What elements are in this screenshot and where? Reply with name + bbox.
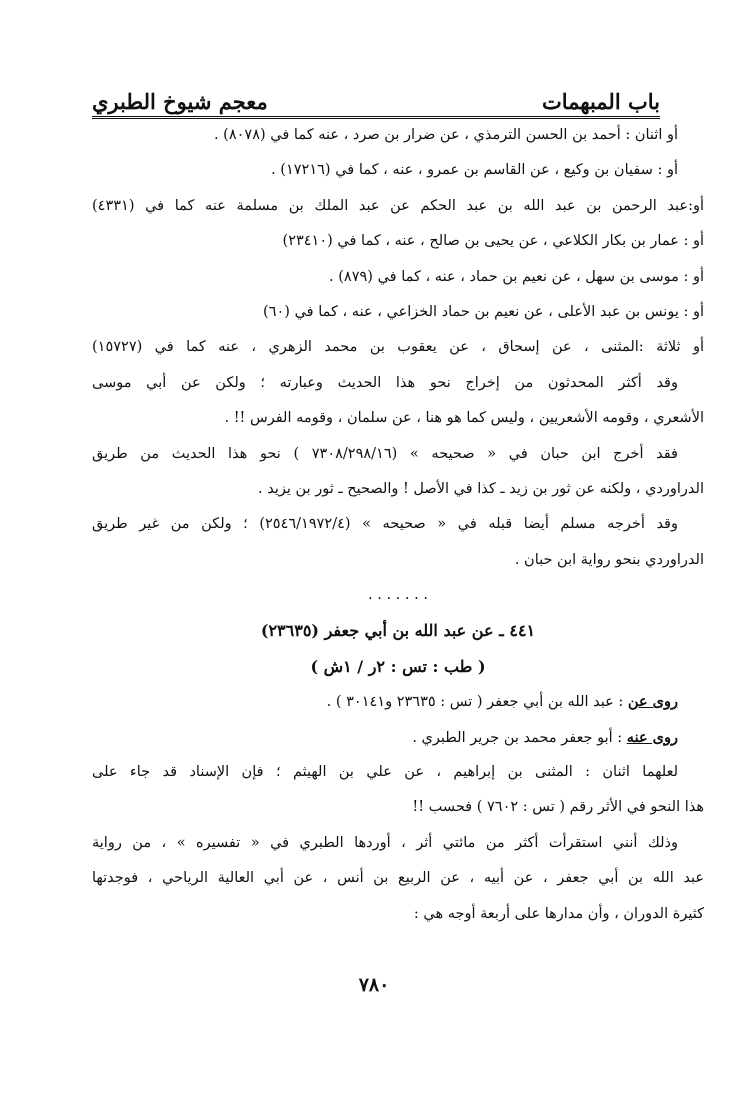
- text-line: وذلك أنني استقرأت أكثر من مائتي أثر ، أوردها الطبري في « تفسيره » ، من رواية: [92, 834, 678, 851]
- text-line: عبد الله بن أبي جعفر ، عن أبيه ، عن الربيع بن أنس ، عن أبي العالية الرياحي ، فوجدتها: [92, 870, 704, 887]
- text-line: وقد أخرجه مسلم أيضا قبله في « صحيحه » (٢٥٤٦/١٩٧٢/٤) ؛ ولكن من غير طريق: [92, 516, 678, 533]
- section-separator: . . . . . . .: [368, 587, 428, 604]
- body-text: [92, 118, 704, 932]
- text-line: لعلهما اثنان : المثنى بن إبراهيم ، عن علي بن الهيثم ؛ فإن الإسناد قد جاء على: [92, 764, 678, 781]
- text-line: الأشعري ، وقومه الأشعريين ، وليس كما هو هنا ، عن سلمان ، وقومه الفرس !! .: [224, 410, 704, 427]
- text-line: أو : موسى بن سهل ، عن نعيم بن حماد ، عنه ، كما في (٨٧٩) .: [329, 268, 704, 285]
- narrated-from-text: عبد الله بن أبي جعفر ( تس : ٢٣٦٣٥ و٣٠١٤١ ) .: [326, 694, 614, 711]
- text-line: هذا النحو في الأثر رقم ( تس : ٧٦٠٢ ) فحسب !!: [412, 799, 704, 816]
- text-line: أو ثلاثة :المثنى ، عن إسحاق ، عن يعقوب بن محمد الزهري ، عنه كما في (١٥٧٢٧): [92, 339, 704, 356]
- text-line: فقد أخرج ابن حبان في « صحيحه » (٧٣٠٨/٢٩٨/١٦ ) نحو هذا الحديث من طريق: [92, 445, 678, 462]
- narrated-by-text: أبو جعفر محمد بن جرير الطبري .: [412, 729, 613, 746]
- narrated-from-label: روى عن: [627, 693, 678, 711]
- narrated-by-label: روى عنه: [626, 728, 678, 746]
- text-line: وقد أكثر المحدثون من إخراج نحو هذا الحديث وعبارته ؛ ولكن عن أبي موسى: [92, 374, 678, 391]
- narrated-by-line: روى عنه : أبو جعفر محمد بن جرير الطبري .: [412, 728, 678, 746]
- book-title: معجم شيوخ الطبري: [92, 89, 268, 114]
- text-line: أو : عمار بن بكار الكلاعي ، عن يحيى بن صالح ، عنه ، كما في (٢٣٤١٠): [282, 233, 704, 250]
- text-line: أو:عبد الرحمن بن عبد الله بن عبد الحكم عن عبد الملك بن مسلمة عنه كما في (٤٣٣١): [92, 197, 704, 214]
- narrated-from-line: روى عن : عبد الله بن أبي جعفر ( تس : ٢٣٦٣٥ و٣٠١٤١ ) .: [326, 693, 678, 711]
- text-line: كثيرة الدوران ، وأن مدارها على أربعة أوجه هي :: [413, 905, 704, 922]
- text-line: الدراوردي بنحو رواية ابن حبان .: [514, 551, 704, 568]
- text-line: أو : سفيان بن وكيع ، عن القاسم بن عمرو ، عنه ، كما في (١٧٢١٦) .: [271, 162, 678, 179]
- entry-heading: ٤٤١ ـ عن عبد الله بن أبي جعفر (٢٣٦٣٥): [260, 621, 536, 641]
- page-number: ٧٨٠: [358, 974, 390, 996]
- running-header: [92, 72, 660, 119]
- text-line: أو اثنان : أحمد بن الحسن الترمذي ، عن ضرار بن صرد ، عنه كما في (٨٠٧٨) .: [213, 127, 678, 143]
- text-line: أو : يونس بن عبد الأعلى ، عن نعيم بن حماد الخزاعي ، عنه ، كما في (٦٠): [263, 303, 704, 320]
- entry-codes: ( طب : تس : ٢ر / ١ش ): [310, 656, 486, 676]
- chapter-title: باب المبهمات: [541, 89, 660, 114]
- text-line: الدراوردي ، ولكنه عن ثور بن زيد ـ كذا في الأصل ! والصحيح ـ ثور بن يزيد .: [258, 480, 704, 497]
